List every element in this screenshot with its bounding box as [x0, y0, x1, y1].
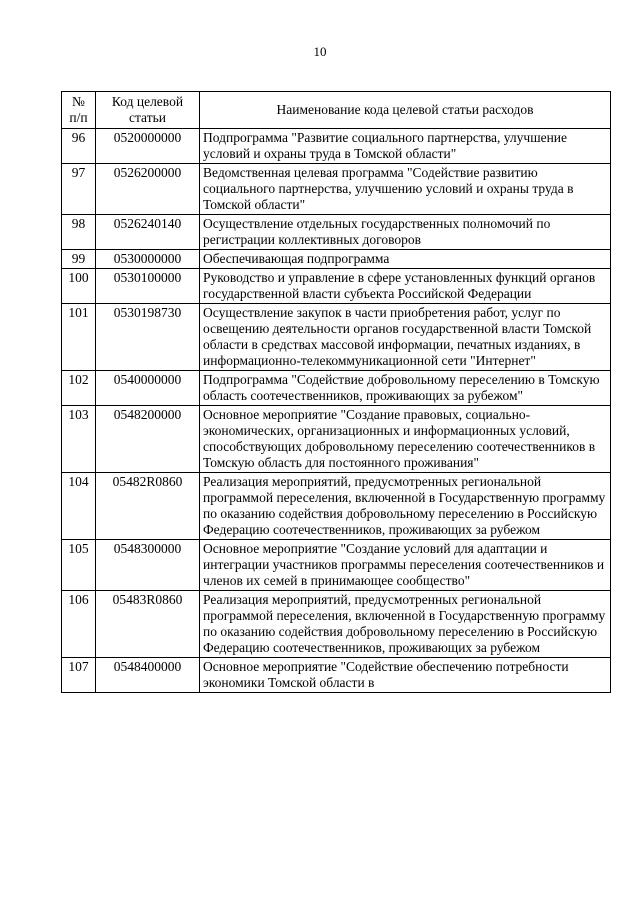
- header-number-line2: п/п: [69, 110, 88, 125]
- header-name: Наименование кода целевой статьи расходов: [200, 92, 611, 129]
- header-code-line1: Код целевой: [111, 94, 184, 109]
- row-number: 106: [62, 591, 96, 658]
- table-row: [62, 406, 611, 473]
- row-name: Осуществление отдельных государственных полномочий по регистрации коллективных договоров: [200, 215, 611, 250]
- row-number: 96: [62, 129, 96, 164]
- target-codes-table: [61, 91, 611, 693]
- table-row: [62, 540, 611, 591]
- row-number: 105: [62, 540, 96, 591]
- row-name: Реализация мероприятий, предусмотренных региональной программой переселения, включенной в Государственную программу по оказанию содействия добровольному переселению в Российскую Федерацию соотечественников, проживающих за рубежом: [200, 473, 611, 540]
- row-number: 101: [62, 304, 96, 371]
- row-code: 05483R0860: [96, 591, 200, 658]
- header-code-line2: статьи: [129, 110, 166, 125]
- header-number: [62, 92, 96, 129]
- row-name: Подпрограмма "Развитие социального партнерства, улучшение условий и охраны труда в Томской области": [200, 129, 611, 164]
- row-number: 107: [62, 658, 96, 693]
- row-name: Руководство и управление в сфере установленных функций органов государственной власти субъекта Российской Федерации: [200, 269, 611, 304]
- row-name: Реализация мероприятий, предусмотренных региональной программой переселения, включенной в Государственную программу по оказанию содействия добровольному переселению в Российскую Федерацию соотечественников, проживающих за рубежом: [200, 591, 611, 658]
- table-row: [62, 215, 611, 250]
- table-row: [62, 129, 611, 164]
- row-name: Основное мероприятие "Содействие обеспечению потребности экономики Томской области в: [200, 658, 611, 693]
- row-name: Основное мероприятие "Создание условий для адаптации и интеграции участников программы переселения соотечественников и членов их семей в принимающее сообщество": [200, 540, 611, 591]
- table-row: [62, 591, 611, 658]
- row-name: Основное мероприятие "Создание правовых, социально-экономических, организационных и информационных условий, способствующих добровольному переселению соотечественников в Томскую область для постоянного проживания": [200, 406, 611, 473]
- row-code: 0526240140: [96, 215, 200, 250]
- table-header-row: [62, 92, 611, 129]
- row-code: 0548400000: [96, 658, 200, 693]
- table-row: [62, 371, 611, 406]
- row-name: Обеспечивающая подпрограмма: [200, 250, 611, 269]
- row-number: 102: [62, 371, 96, 406]
- table-row: [62, 473, 611, 540]
- row-number: 97: [62, 164, 96, 215]
- row-code: 0548200000: [96, 406, 200, 473]
- row-number: 98: [62, 215, 96, 250]
- row-number: 100: [62, 269, 96, 304]
- page-number: 10: [313, 44, 327, 59]
- row-name: Ведомственная целевая программа "Содействие развитию социального партнерства, улучшению условий и охраны труда в Томской области": [200, 164, 611, 215]
- row-code: 0520000000: [96, 129, 200, 164]
- row-code: 0548300000: [96, 540, 200, 591]
- row-name: Осуществление закупок в части приобретения работ, услуг по освещению деятельности органов государственной власти Томской области в средствах массовой информации, печатных изданиях, в информационно-телекоммуникационной сети "Интернет": [200, 304, 611, 371]
- row-code: 05482R0860: [96, 473, 200, 540]
- table-row: [62, 250, 611, 269]
- row-number: 104: [62, 473, 96, 540]
- row-code: 0540000000: [96, 371, 200, 406]
- row-code: 0530198730: [96, 304, 200, 371]
- table-row: [62, 658, 611, 693]
- table-row: [62, 304, 611, 371]
- header-number-line1: №: [72, 94, 85, 109]
- row-code: 0526200000: [96, 164, 200, 215]
- table-row: [62, 269, 611, 304]
- row-name: Подпрограмма "Содействие добровольному переселению в Томскую область соотечественников, проживающих за рубежом": [200, 371, 611, 406]
- row-number: 103: [62, 406, 96, 473]
- row-code: 0530000000: [96, 250, 200, 269]
- table-row: [62, 164, 611, 215]
- row-number: 99: [62, 250, 96, 269]
- row-code: 0530100000: [96, 269, 200, 304]
- header-code: [96, 92, 200, 129]
